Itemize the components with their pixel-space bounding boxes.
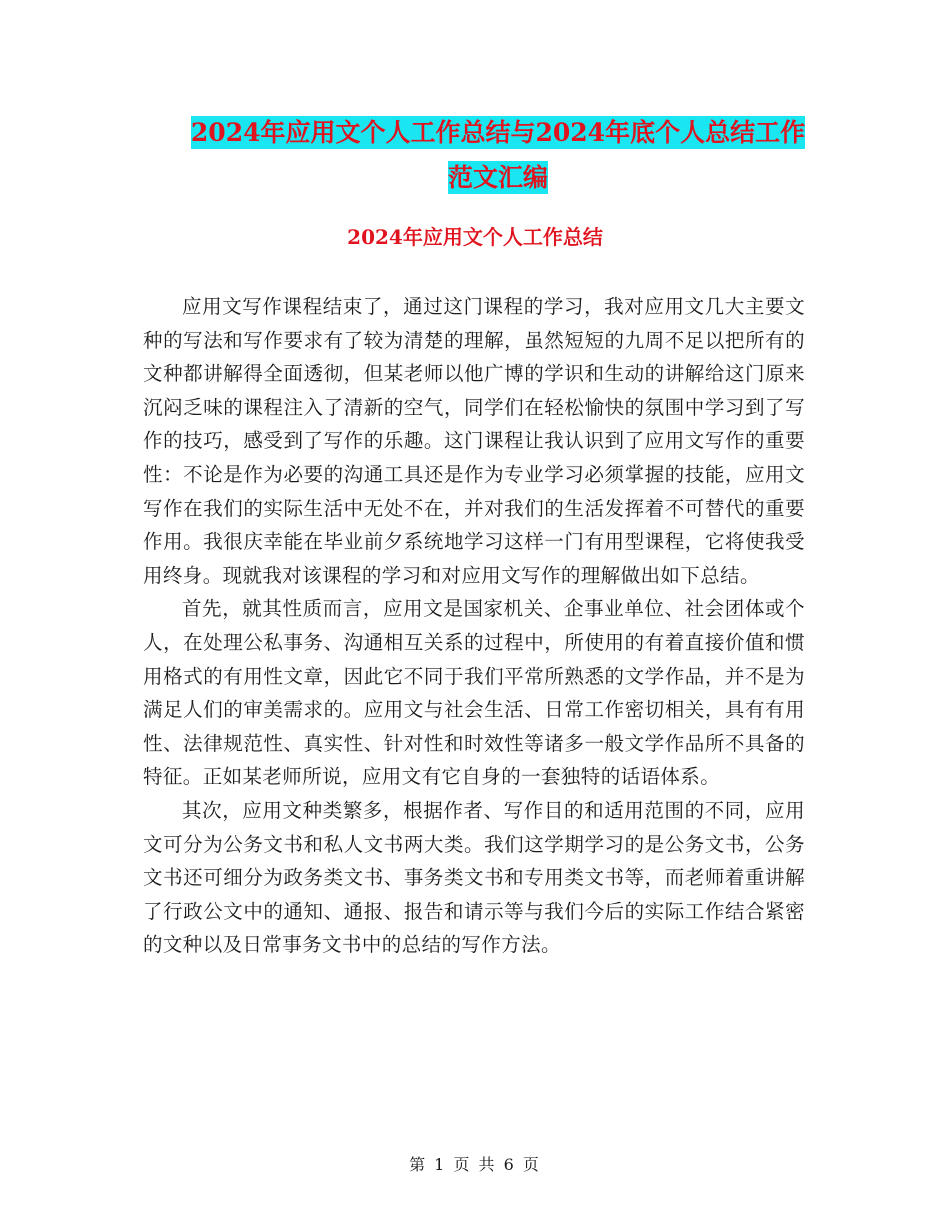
section-title: 2024年应用文个人工作总结: [347, 225, 603, 249]
paragraph: 应用文写作课程结束了，通过这门课程的学习，我对应用文几大主要文种的写法和写作要求有了较为清楚的理解，虽然短短的九周不足以把所有的文种都讲解得全面透彻，但某老师以他广博的学识和生动的讲解给这门原来沉闷乏味的课程注入了清新的空气，同学们在轻松愉快的氛围中学习到了写作的技巧，感受到了写作的乐趣。这门课程让我认识到了应用文写作的重要性：不论是作为必要的沟通工具还是作为专业学习必须掌握的技能，应用文写作在我们的实际生活中无处不在，并对我们的生活发挥着不可替代的重要作用。我很庆幸能在毕业前夕系统地学习这样一门有用型课程，它将使我受用终身。现就我对该课程的学习和对应用文写作的理解做出如下总结。: [143, 295, 805, 587]
paragraph: 其次，应用文种类繁多，根据作者、写作目的和适用范围的不同，应用文可分为公务文书和私人文书两大类。我们这学期学习的是公务文书，公务文书还可细分为政务类文书、事务类文书和专用类文书等，而老师着重讲解了行政公文中的通知、通报、报告和请示等与我们今后的实际工作结合紧密的文种以及日常事务文书中的总结的写作方法。: [143, 798, 805, 957]
document-title-line-2: 范文汇编: [447, 163, 548, 192]
document-title-line-1: 2024年应用文个人工作总结与2024年底个人总结工作: [190, 118, 806, 147]
document-title: [140, 110, 856, 200]
paragraph: 首先，就其性质而言，应用文是国家机关、企事业单位、社会团体或个人，在处理公私事务、沟通相互关系的过程中，所使用的有着直接价值和惯用格式的有用性文章，因此它不同于我们平常所熟悉的文学作品，并不是为满足人们的审美需求的。应用文与社会生活、日常工作密切相关，具有有用性、法律规范性、真实性、针对性和时效性等诸多一般文学作品所不具备的特征。正如某老师所说，应用文有它自身的一套独特的话语体系。: [143, 597, 805, 789]
body-text: [143, 290, 805, 962]
page-footer: 第 1 页 共 6 页: [409, 1155, 541, 1174]
